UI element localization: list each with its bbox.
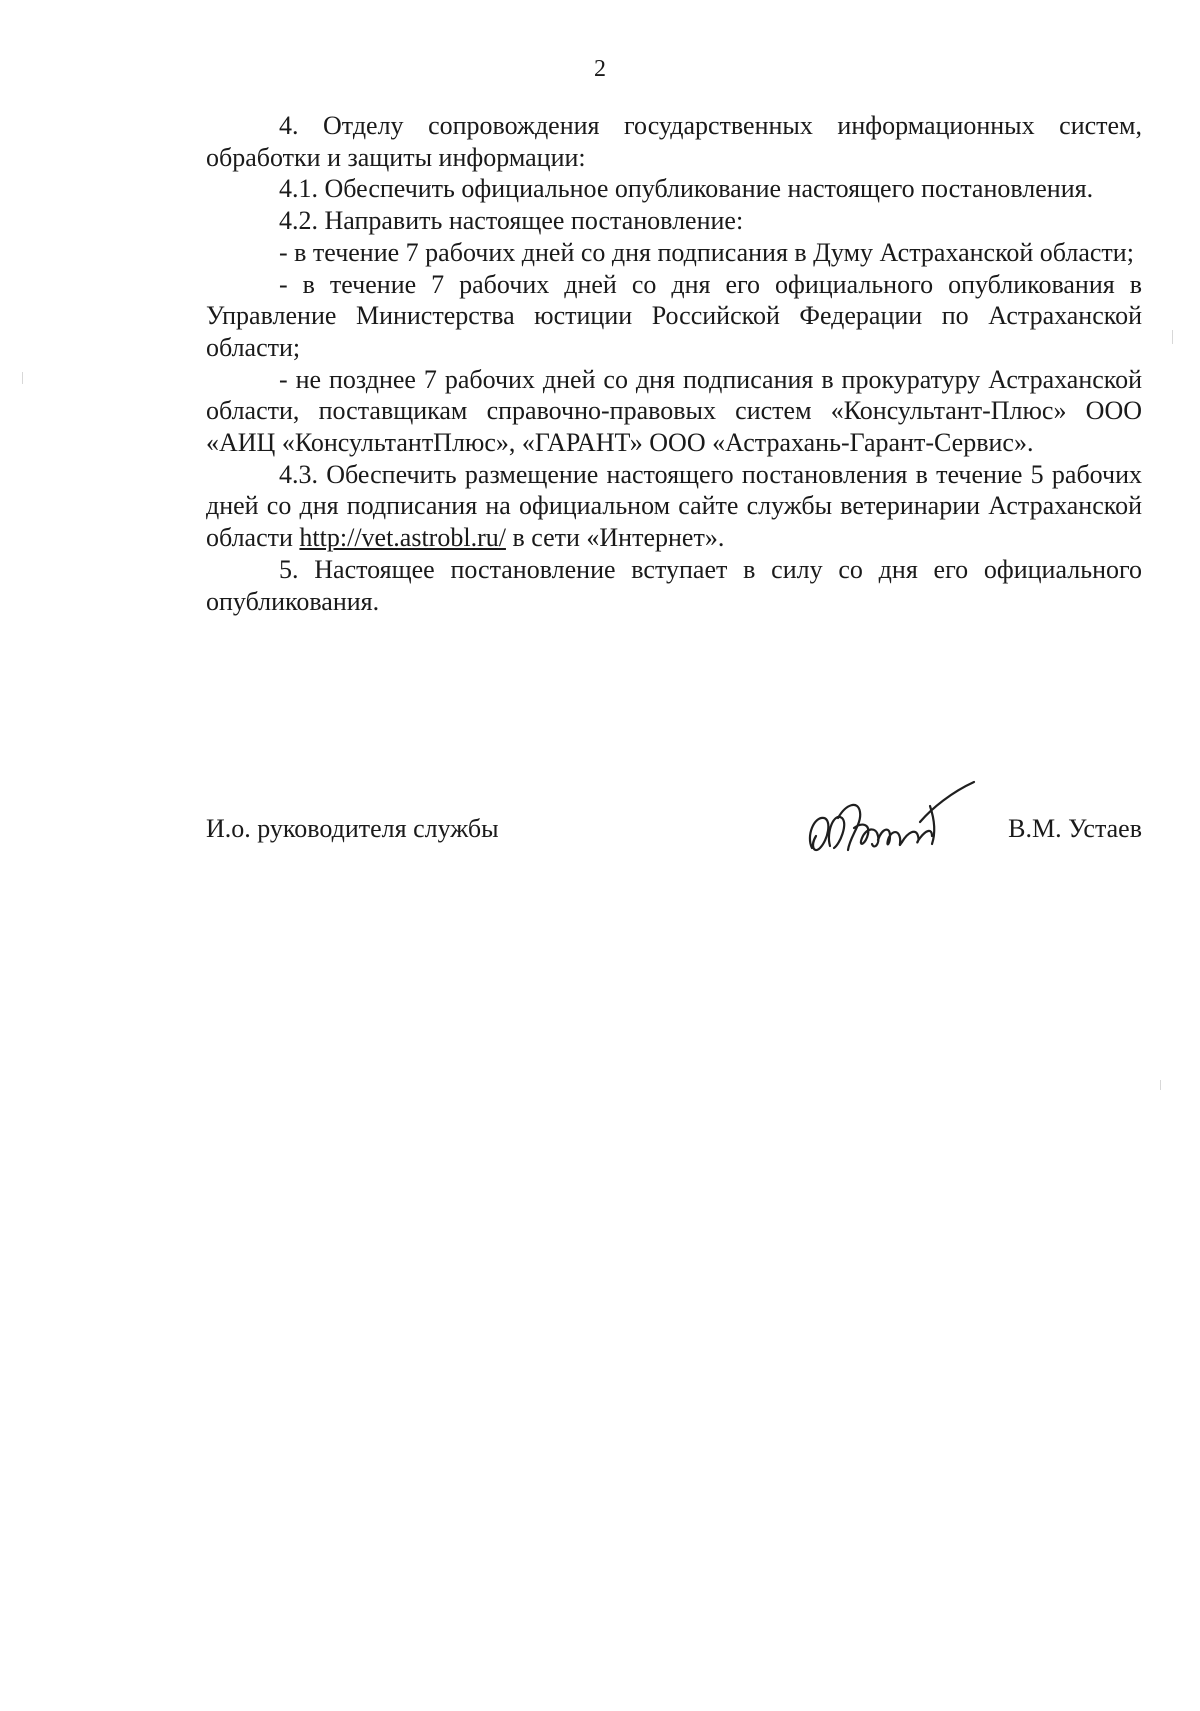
paragraph-4-2-item-prosecutor: - не позднее 7 рабочих дней со дня подписания в прокуратуру Астраханской области, поставщикам справочно-правовых систем «Консультант-Плюс» ООО «АИЦ «КонсультантПлюс», «ГАРАНТ» ООО «Астрахань-Гарант-Сервис».: [206, 364, 1142, 458]
scan-artifact: [22, 372, 23, 384]
paragraph-4: 4. Отделу сопровождения государственных информационных систем, обработки и защиты информации:: [206, 111, 1142, 172]
scan-artifact: [1172, 330, 1173, 344]
signature-block: [206, 814, 1142, 874]
paragraph-5: 5. Настоящее постановление вступает в силу со дня его официального опубликования.: [206, 554, 1142, 616]
document-body: [206, 110, 1142, 617]
signer-title: И.о. руководителя службы: [206, 814, 499, 843]
website-link[interactable]: http://vet.astrobl.ru/: [299, 523, 506, 553]
handwritten-signature: [802, 778, 992, 868]
paragraph-4-3-text-before: 4.3. Обеспечить размещение настоящего постановления в течение 5 рабочих дней со дня подписания на официальном сайте службы ветеринарии Астраханской области: [206, 459, 1142, 553]
paragraph-4-3: [206, 459, 1142, 554]
paragraph-4-2-item-justice: - в течение 7 рабочих дней со дня его официального опубликования в Управление Министерства юстиции Российской Федерации по Астраханской области;: [206, 269, 1142, 362]
scan-artifact: [1160, 1080, 1161, 1090]
page-number: 2: [594, 56, 606, 82]
paragraph-4-2: 4.2. Направить настоящее постановление:: [279, 206, 744, 236]
paragraph-4-2-item-duma: - в течение 7 рабочих дней со дня подписания в Думу Астраханской области;: [279, 237, 1134, 267]
paragraph-4-1: 4.1. Обеспечить официальное опубликование настоящего постановления.: [279, 174, 1094, 204]
signer-name: В.М. Устаев: [1008, 814, 1142, 843]
paragraph-4-3-text-after: в сети «Интернет».: [505, 523, 725, 553]
